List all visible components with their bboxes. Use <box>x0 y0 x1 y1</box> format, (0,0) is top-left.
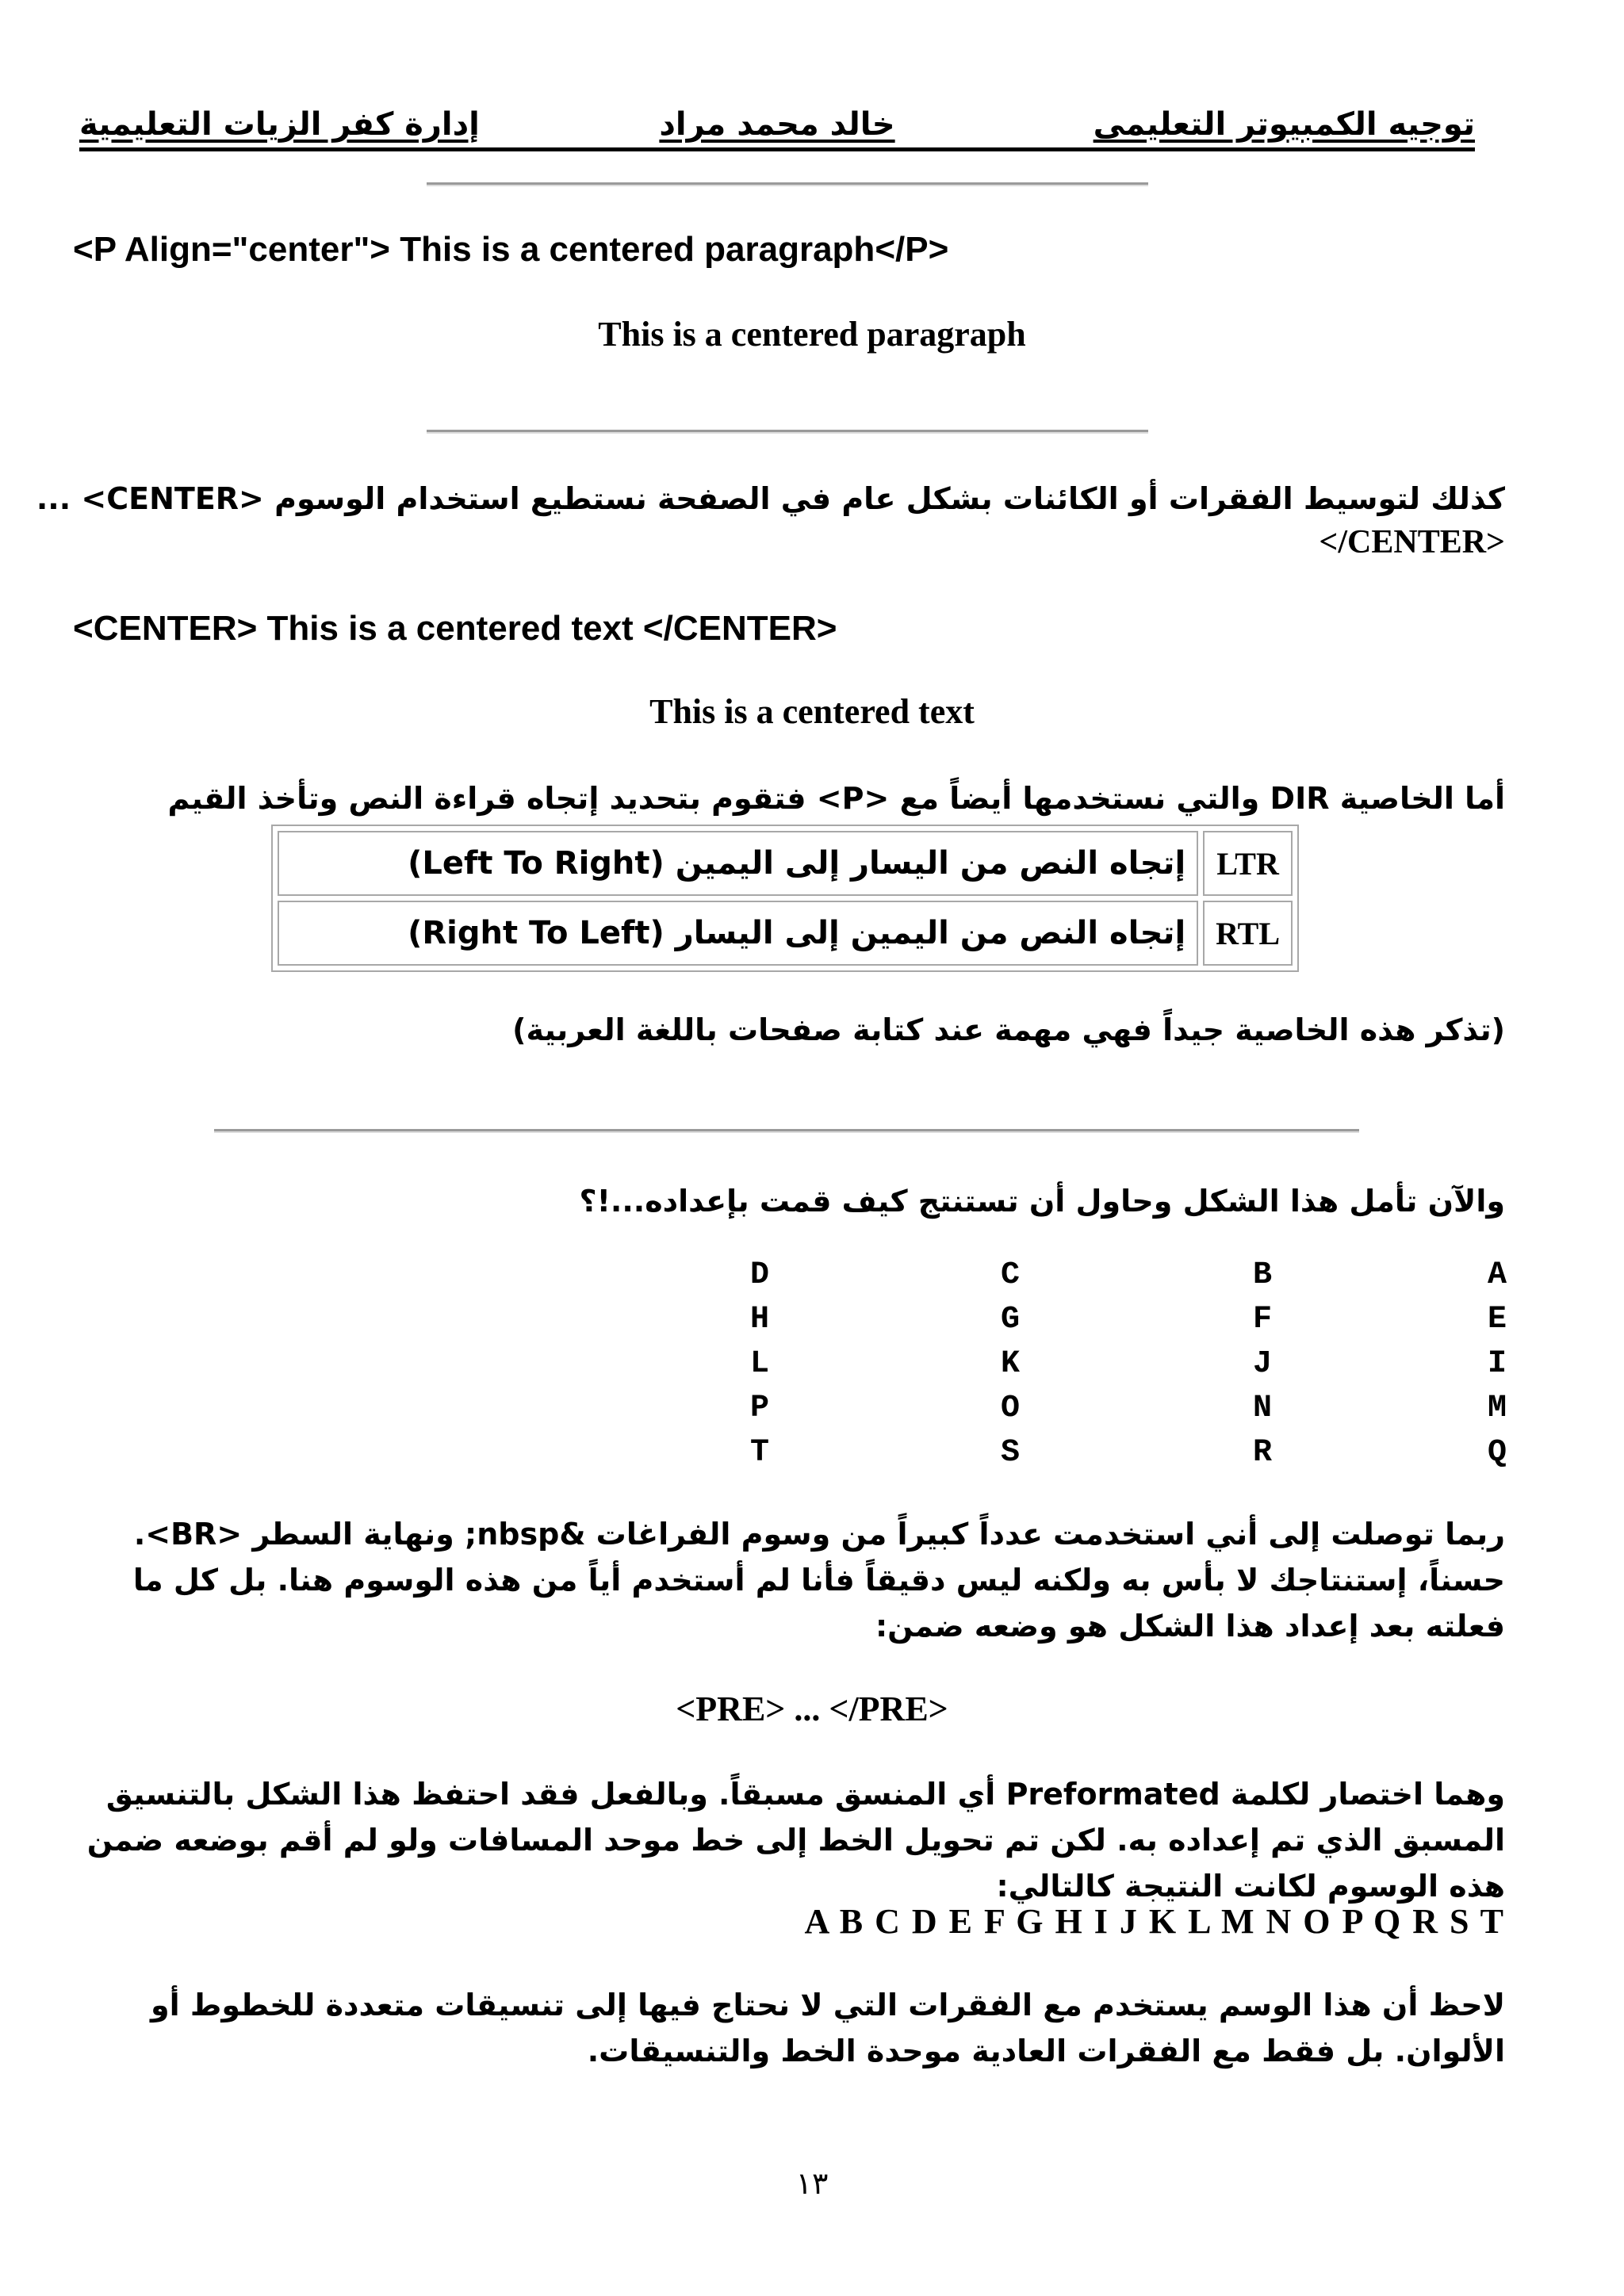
dir-code-ltr: LTR <box>1203 831 1293 896</box>
grid-cell: Q <box>1487 1435 1507 1471</box>
dir-values-table <box>271 825 1299 972</box>
separator-3 <box>214 1129 1359 1133</box>
pre-explanation: وهما اختصار لكلمة Preformated أي المنسق مسبقاً. وبالفعل فقد احتفظ هذا الشكل بالتنسيق المسبق الذي تم إعداده به. لكن تم تحويل الخط إلى خط موحد المسافات ولو لم أقم بوضعه ضمن هذه الوسوم لكانت النتيجة كالتالي: <box>86 1777 1505 1904</box>
pre-tag-code: <PRE> ... </PRE> <box>676 1689 948 1728</box>
grid-cell: H <box>749 1302 769 1337</box>
grid-cell: J <box>1252 1346 1272 1382</box>
grid-cell: T <box>749 1435 769 1471</box>
code-p-align: <P Align="center"> This is a centered paragraph</P> <box>73 230 949 269</box>
grid-cell: P <box>749 1391 769 1426</box>
header-author: خالد محمد مراد <box>659 106 895 143</box>
centered-text-result: This is a centered text <box>649 692 975 731</box>
grid-cell: D <box>749 1257 769 1293</box>
grid-cell: K <box>1000 1346 1020 1382</box>
dir-attribute-intro: أما الخاصية DIR والتي نستخدمها أيضاً مع <P> فتقوم بتحديد إتجاه قراءة النص وتأخذ القيم <box>167 781 1505 816</box>
preformatted-question: والآن تأمل هذا الشكل وحاول أن تستنتج كيف قمت بإعداده...!؟ <box>579 1184 1505 1219</box>
letter-grid <box>730 1257 1507 1479</box>
dir-desc-ltr: إتجاه النص من اليسار إلى اليمين (Left To Right) <box>278 831 1198 896</box>
grid-cell: C <box>1000 1257 1020 1293</box>
grid-row <box>730 1302 1507 1346</box>
center-tag-closing: </CENTER> <box>1319 524 1505 561</box>
table-row <box>278 901 1293 966</box>
grid-cell: B <box>1252 1257 1272 1293</box>
spacing-explanation: ربما توصلت إلى أني استخدمت عدداً كبيراً من وسوم الفراغات &nbsp; ونهاية السطر <BR>. حسناً، إستنتاجك لا بأس به ولكنه ليس دقيقاً فأنا لم أستخدم أياً من هذه الوسوم هنا. بل كل ما فعلته بعد إعداد هذا الشكل هو وضعه ضمن: <box>132 1517 1505 1644</box>
grid-row <box>730 1435 1507 1479</box>
alphabet-line: A B C D E F G H I J K L M N O P Q R S T <box>804 1902 1505 1941</box>
grid-row <box>730 1257 1507 1302</box>
page-header <box>79 95 1475 151</box>
grid-cell: G <box>1000 1302 1020 1337</box>
grid-cell: M <box>1487 1391 1507 1426</box>
grid-cell: A <box>1487 1257 1507 1293</box>
header-right-text: توجيه الكمبيوتر التعليمى <box>1093 106 1475 143</box>
separator-1 <box>427 182 1148 186</box>
dir-code-rtl: RTL <box>1203 901 1293 966</box>
header-left-text: إدارة كفر الزيات التعليمية <box>79 106 480 143</box>
dir-note: (تذكر هذه الخاصية جيداً فهي مهمة عند كتابة صفحات باللغة العربية) <box>512 1012 1505 1047</box>
page-number: ١٣ <box>795 2166 829 2201</box>
centered-paragraph-result: This is a centered paragraph <box>598 315 1026 354</box>
grid-cell: L <box>749 1346 769 1382</box>
table-row <box>278 831 1293 896</box>
grid-cell: F <box>1252 1302 1272 1337</box>
grid-cell: I <box>1487 1346 1507 1382</box>
grid-cell: E <box>1487 1302 1507 1337</box>
grid-cell: S <box>1000 1435 1020 1471</box>
grid-row <box>730 1346 1507 1391</box>
grid-cell: O <box>1000 1391 1020 1426</box>
grid-cell: R <box>1252 1435 1272 1471</box>
separator-2 <box>427 430 1148 434</box>
dir-desc-rtl: إتجاه النص من اليمين إلى اليسار (Right To Left) <box>278 901 1198 966</box>
code-center-tag: <CENTER> This is a centered text </CENTER> <box>73 609 837 648</box>
grid-row <box>730 1391 1507 1435</box>
grid-cell: N <box>1252 1391 1272 1426</box>
final-note: لاحظ أن هذا الوسم يستخدم مع الفقرات التي لا نحتاج فيها إلى تنسيقات متعددة للخطوط أو الألوان. بل فقط مع الفقرات العادية موحدة الخط والتنسيقات. <box>151 1988 1505 2068</box>
center-tag-description: كذلك لتوسيط الفقرات أو الكائنات بشكل عام في الصفحة نستطيع استخدام الوسوم <CENTER> ... <box>36 481 1505 516</box>
